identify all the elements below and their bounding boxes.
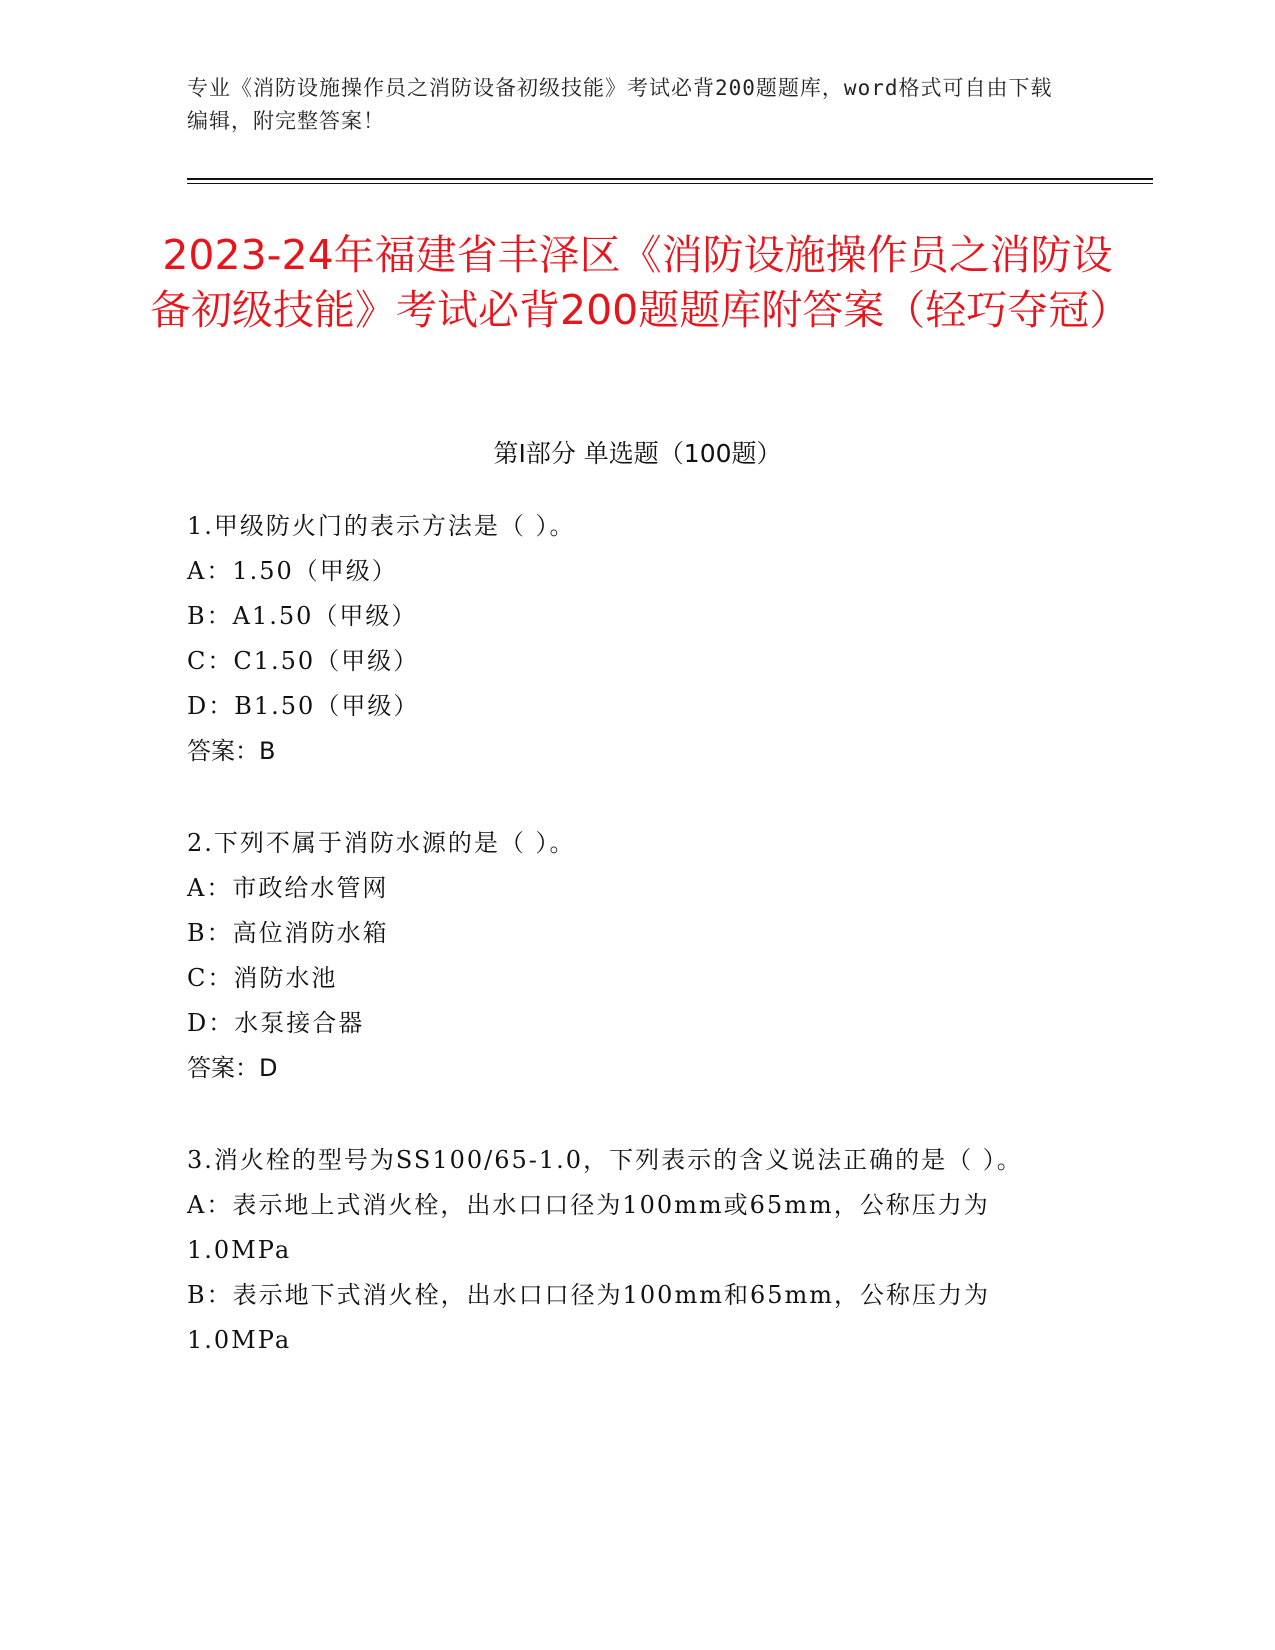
- option-b: B：高位消防水箱: [187, 919, 389, 947]
- question-2: [187, 821, 1047, 1091]
- answer: 答案：B: [187, 737, 276, 765]
- header-divider-thick: [187, 178, 1153, 180]
- option-a: A：表示地上式消火栓，出水口口径为100mm或65mm，公称压力为1.0MPa: [187, 1191, 990, 1264]
- option-b: B：表示地下式消火栓，出水口口径为100mm和65mm，公称压力为1.0MPa: [187, 1281, 991, 1354]
- option-b: B：A1.50（甲级）: [187, 602, 418, 630]
- question-stem: 2.下列不属于消防水源的是（ ）。: [187, 829, 576, 857]
- question-3: [187, 1138, 1047, 1363]
- option-d: D：B1.50（甲级）: [187, 692, 420, 720]
- option-c: C：消防水池: [187, 964, 338, 992]
- option-d: D：水泵接合器: [187, 1009, 365, 1037]
- option-a: A：市政给水管网: [187, 874, 389, 902]
- option-c: C：C1.50（甲级）: [187, 647, 420, 675]
- header-note: 专业《消防设施操作员之消防设备初级技能》考试必背200题题库，word格式可自由下载编辑，附完整答案！: [187, 76, 1053, 133]
- question-stem: 3.消火栓的型号为SS100/65-1.0，下列表示的含义说法正确的是（ ）。: [187, 1146, 1023, 1174]
- section-title: 第Ⅰ部分 单选题（100题）: [493, 439, 782, 468]
- option-a: A：1.50（甲级）: [187, 557, 398, 585]
- header-divider-thin: [187, 183, 1153, 184]
- question-1: [187, 504, 1047, 774]
- question-stem: 1.甲级防火门的表示方法是（ ）。: [187, 512, 576, 540]
- answer: 答案：D: [187, 1054, 278, 1082]
- document-title: 2023-24年福建省丰泽区《消防设施操作员之消防设备初级技能》考试必背200题题库附答案（轻巧夺冠）: [150, 231, 1131, 334]
